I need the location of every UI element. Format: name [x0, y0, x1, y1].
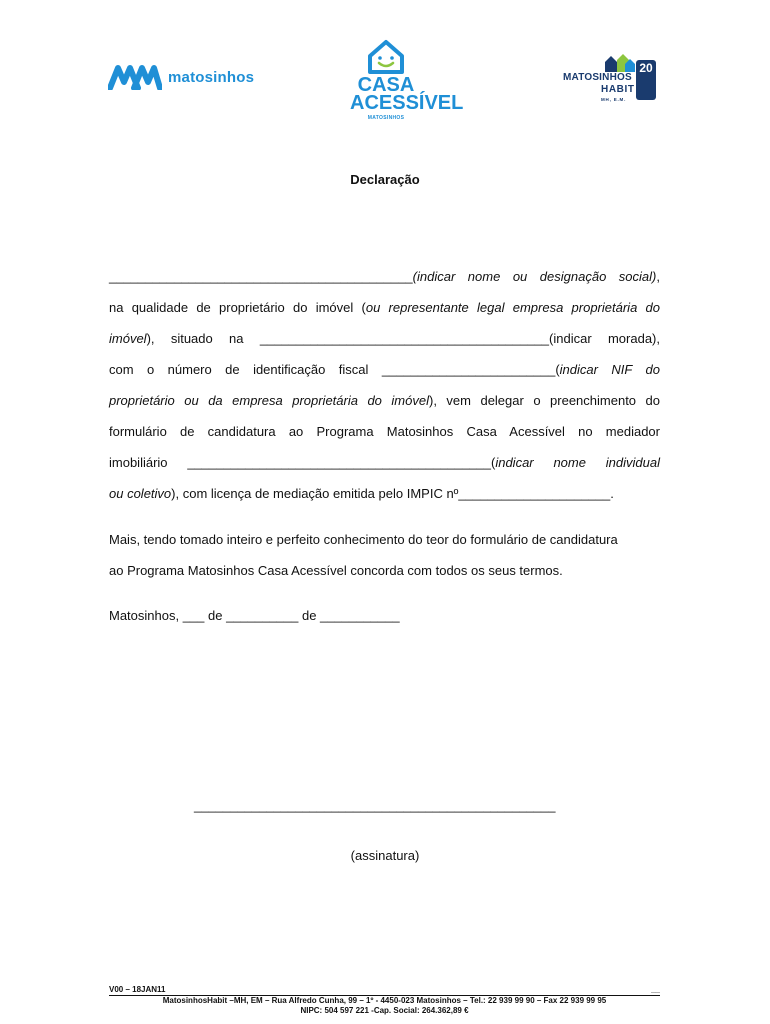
document-title: Declaração — [350, 172, 420, 187]
body-text: imobiliário __________________________________________( — [109, 455, 496, 470]
paragraph-line — [109, 261, 660, 292]
date-line[interactable]: Matosinhos, ___ de __________ de ___________ — [109, 608, 400, 623]
anniversary-badge: 20 — [636, 60, 656, 100]
declaration-paragraph — [109, 261, 660, 509]
matosinhos-mark-icon — [108, 64, 162, 90]
matosinhos-wordmark: matosinhos — [168, 68, 255, 86]
body-text: ), situado na ________________________________________(indicar morada), — [146, 331, 660, 346]
casa-acessivel-logo — [350, 38, 464, 121]
paragraph-line — [109, 292, 660, 323]
footer-nipc: NIPC: 504 597 221 -Cap. Social: 264.362,89 € — [300, 1006, 469, 1015]
paragraph-line — [109, 323, 660, 354]
body-text: formulário de candidatura ao Programa Matosinhos Casa Acessível no mediador — [109, 424, 660, 439]
agreement-paragraph — [109, 524, 660, 586]
body-text: ), vem delegar o preenchimento do — [428, 393, 660, 408]
logo-matosinhos-text: MATOSINHOS — [563, 72, 632, 83]
hint-text: imóvel — [109, 331, 147, 346]
paragraph-line — [109, 385, 660, 416]
signature-caption: (assinatura) — [350, 848, 420, 863]
hint-text: ou representante legal empresa proprietária do — [365, 300, 660, 315]
footer-version-row — [109, 985, 660, 996]
matosinhos-logo — [108, 64, 254, 90]
logo-matosinhos-subtext: MATOSINHOS — [367, 115, 405, 121]
houses-icon — [603, 54, 637, 72]
logo-mh-em-text: MH, E.M. — [601, 97, 627, 102]
hint-text: proprietário ou da empresa proprietária do imóvel — [109, 393, 429, 408]
page-mark: __ — [651, 985, 660, 994]
punctuation: , — [656, 269, 660, 284]
paragraph-line: Mais, tendo tomado inteiro e perfeito conhecimento do teor do formulário de candidatura — [109, 532, 618, 547]
signature-line[interactable]: __________________________________________________ — [194, 798, 556, 813]
paragraph-line — [109, 447, 660, 478]
paragraph-line: ao Programa Matosinhos Casa Acessível concorda com todos os seus termos. — [109, 563, 563, 578]
body-text: ), com licença de mediação emitida pelo IMPIC nº_____________________. — [171, 486, 614, 501]
page-footer — [109, 985, 660, 1016]
body-text: com o número de identificação fiscal ________________________( — [109, 362, 560, 377]
logo-casa-text: CASA — [357, 74, 415, 96]
logo-acessivel-text: ACESSÍVEL — [350, 92, 464, 114]
logo-habit-text: HABIT — [601, 84, 635, 95]
version-code: V00 – 18JAN11 — [109, 985, 166, 994]
hint-text: indicar NIF do — [559, 362, 661, 377]
hint-text: ou coletivo — [109, 486, 172, 501]
paragraph-line — [109, 478, 660, 509]
name-blank[interactable]: __________________________________________ — [109, 269, 413, 284]
hint-text: indicar nome individual — [495, 455, 660, 470]
hint-text: (indicar nome ou designação social) — [412, 269, 657, 284]
paragraph-line — [109, 416, 660, 447]
footer-address: MatosinhosHabit –MH, EM – Rua Alfredo Cunha, 99 – 1º - 4450-023 Matosinhos – Tel.: 22 939 99 90 – Fax 22 939 99 95 — [162, 996, 607, 1005]
body-text: na qualidade de proprietário do imóvel ( — [109, 300, 366, 315]
house-smile-icon — [366, 38, 406, 74]
paragraph-line — [109, 354, 660, 385]
matosinhos-habit-logo — [563, 54, 658, 104]
